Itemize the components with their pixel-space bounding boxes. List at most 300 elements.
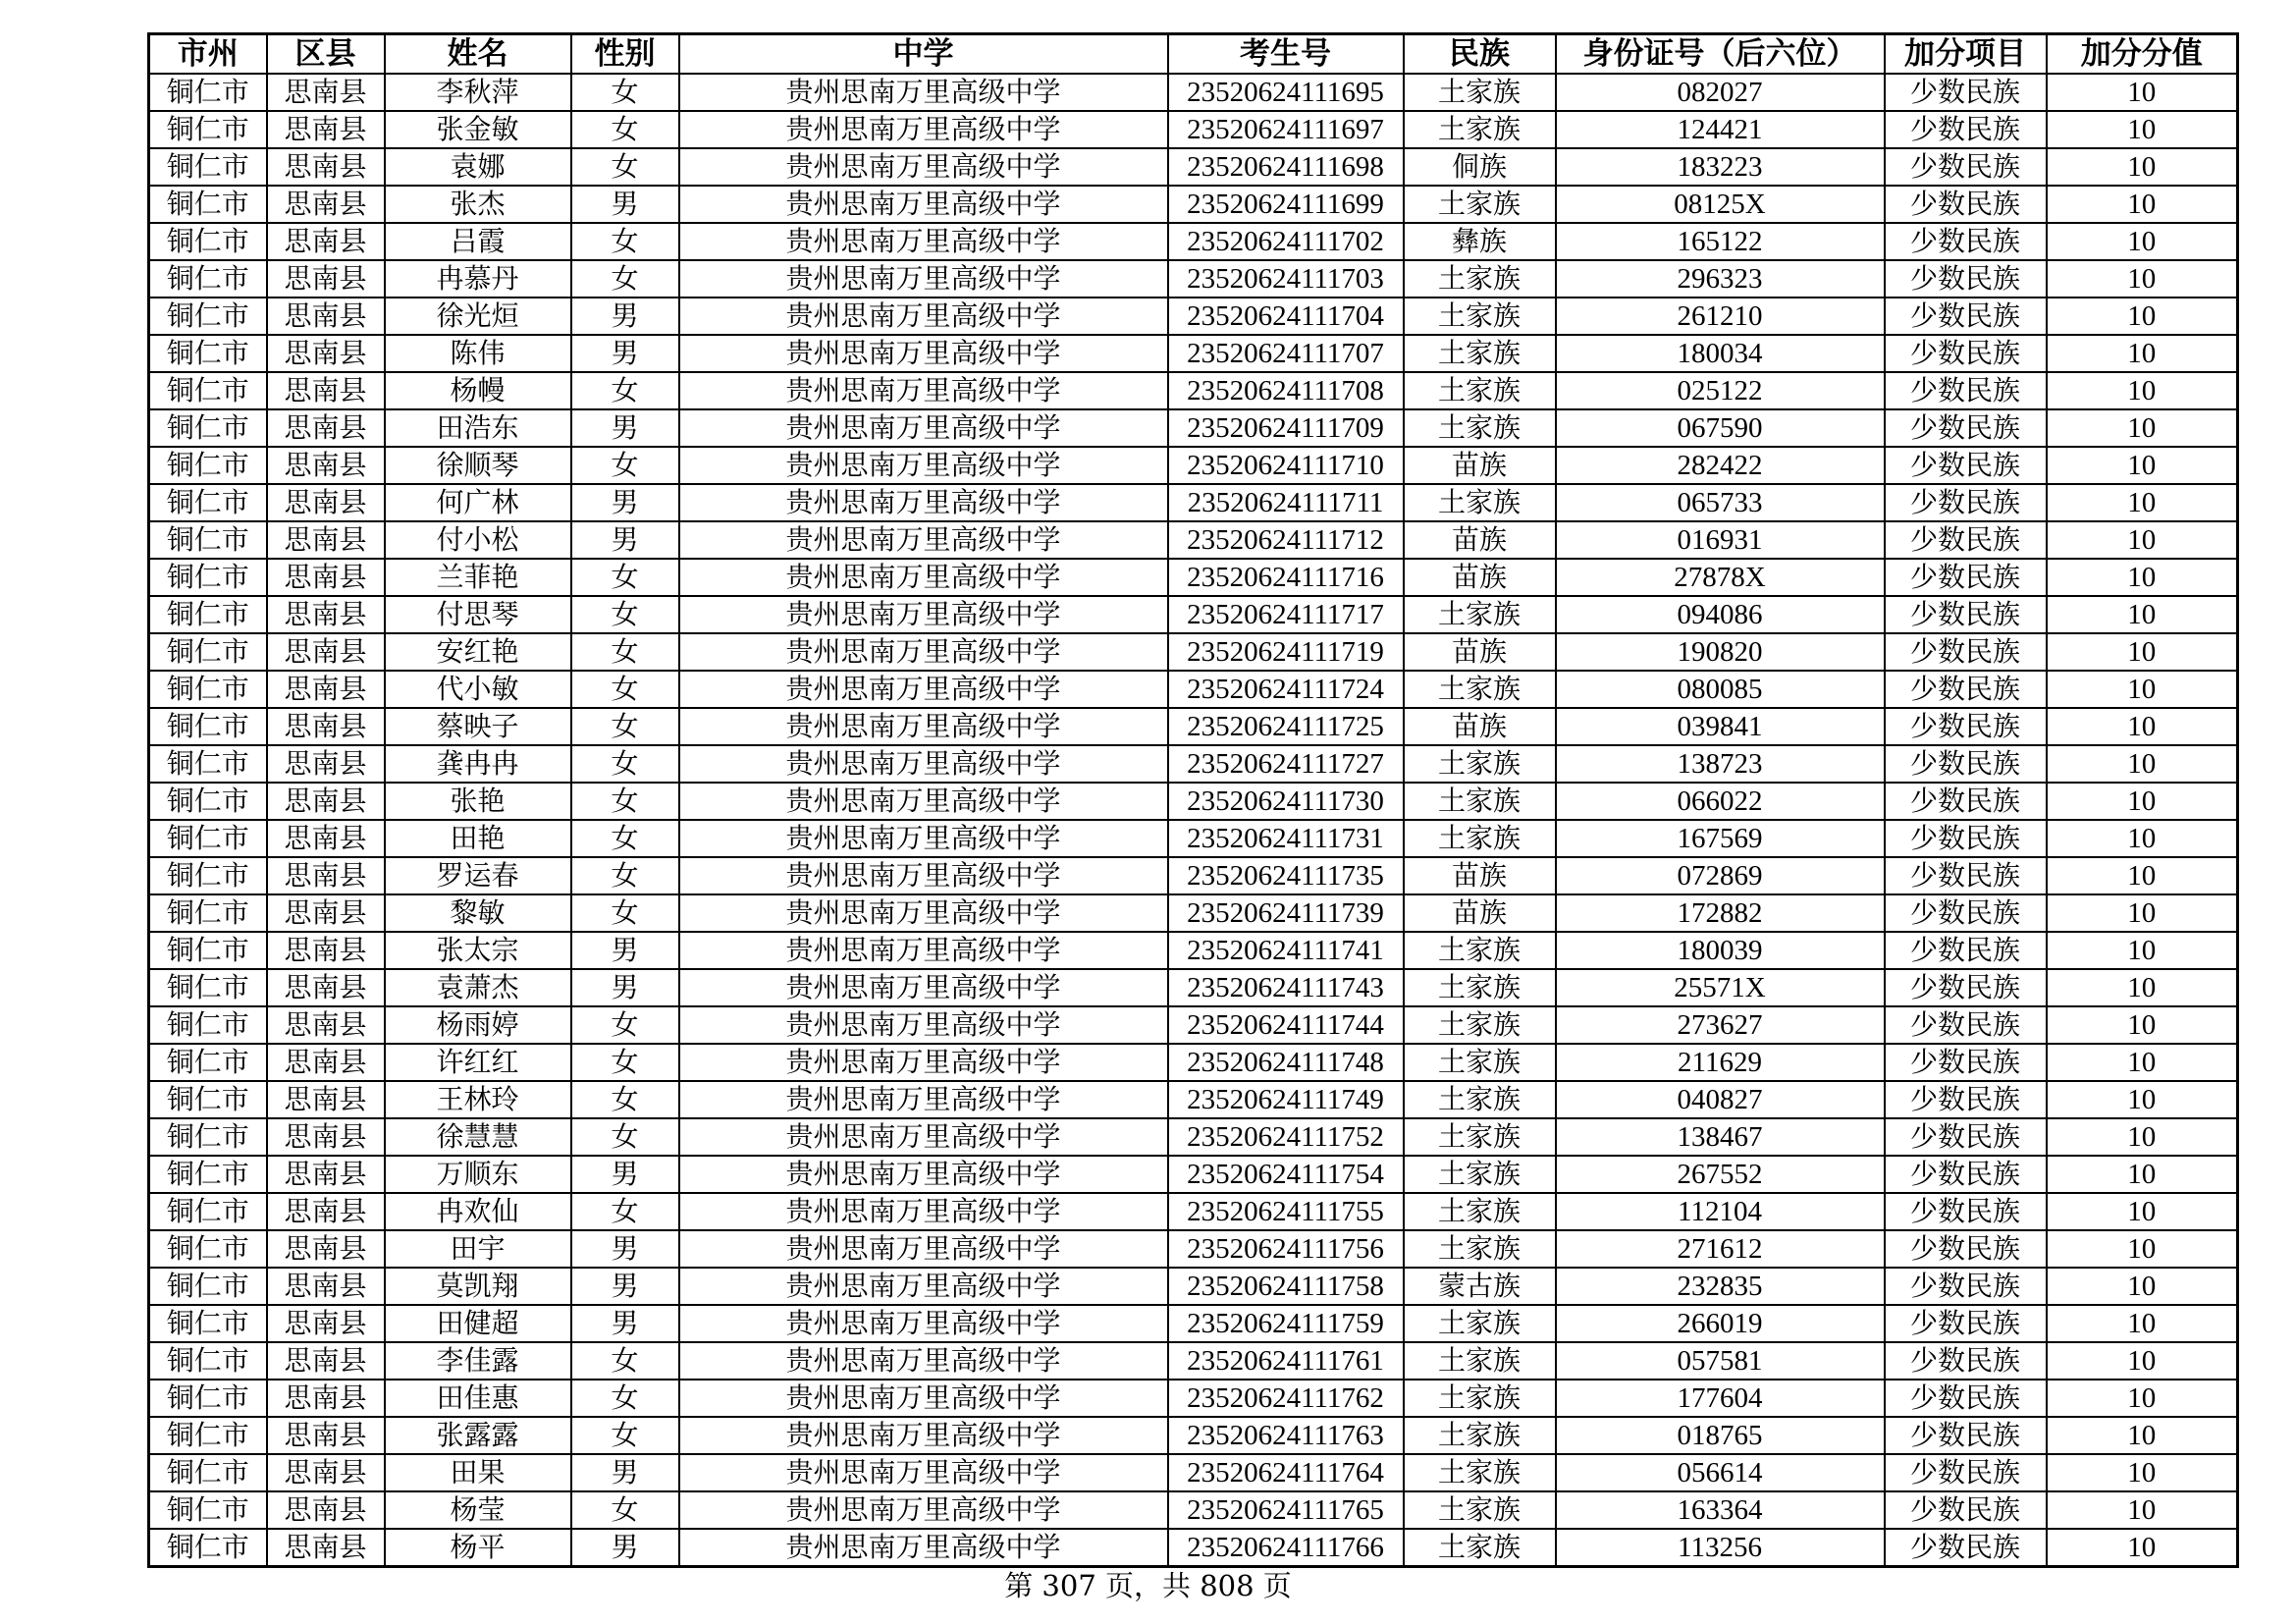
cell-bonus-item: 少数民族 (1885, 1006, 2047, 1044)
cell-ethnicity: 土家族 (1404, 1529, 1556, 1567)
cell-bonus-value: 10 (2047, 335, 2238, 372)
cell-name: 付小松 (385, 521, 571, 559)
cell-name: 田浩东 (385, 409, 571, 447)
cell-ethnicity: 苗族 (1404, 633, 1556, 671)
cell-bonus-value: 10 (2047, 372, 2238, 409)
cell-city: 铜仁市 (149, 783, 267, 820)
cell-county: 思南县 (267, 1006, 385, 1044)
table-row (149, 1044, 2238, 1081)
cell-bonus-value: 10 (2047, 298, 2238, 335)
table-row (149, 521, 2238, 559)
table-row (149, 409, 2238, 447)
cell-bonus-item: 少数民族 (1885, 335, 2047, 372)
cell-name: 张杰 (385, 186, 571, 223)
table-row (149, 484, 2238, 521)
cell-county: 思南县 (267, 1491, 385, 1529)
cell-gender: 女 (571, 1417, 679, 1454)
cell-county: 思南县 (267, 372, 385, 409)
cell-school: 贵州思南万里高级中学 (679, 260, 1168, 298)
table-row (149, 857, 2238, 894)
header-name: 姓名 (385, 34, 571, 75)
cell-school: 贵州思南万里高级中学 (679, 521, 1168, 559)
cell-ethnicity: 土家族 (1404, 1044, 1556, 1081)
cell-gender: 女 (571, 1342, 679, 1380)
cell-id-last-six: 039841 (1556, 708, 1885, 745)
cell-city: 铜仁市 (149, 335, 267, 372)
cell-city: 铜仁市 (149, 372, 267, 409)
cell-gender: 女 (571, 1193, 679, 1230)
cell-city: 铜仁市 (149, 298, 267, 335)
cell-id-last-six: 065733 (1556, 484, 1885, 521)
cell-city: 铜仁市 (149, 1342, 267, 1380)
cell-city: 铜仁市 (149, 186, 267, 223)
cell-school: 贵州思南万里高级中学 (679, 708, 1168, 745)
cell-ethnicity: 土家族 (1404, 484, 1556, 521)
cell-exam-id: 23520624111707 (1168, 335, 1404, 372)
cell-school: 贵州思南万里高级中学 (679, 409, 1168, 447)
cell-bonus-value: 10 (2047, 1193, 2238, 1230)
cell-bonus-item: 少数民族 (1885, 148, 2047, 186)
cell-county: 思南县 (267, 1305, 385, 1342)
cell-exam-id: 23520624111710 (1168, 447, 1404, 484)
cell-bonus-item: 少数民族 (1885, 1491, 2047, 1529)
cell-name: 万顺东 (385, 1156, 571, 1193)
cell-bonus-item: 少数民族 (1885, 260, 2047, 298)
cell-gender: 女 (571, 74, 679, 111)
cell-ethnicity: 土家族 (1404, 1417, 1556, 1454)
cell-county: 思南县 (267, 745, 385, 783)
table-row (149, 335, 2238, 372)
cell-bonus-value: 10 (2047, 1006, 2238, 1044)
cell-county: 思南县 (267, 1417, 385, 1454)
cell-gender: 女 (571, 559, 679, 596)
cell-exam-id: 23520624111748 (1168, 1044, 1404, 1081)
cell-county: 思南县 (267, 671, 385, 708)
header-city: 市州 (149, 34, 267, 75)
cell-exam-id: 23520624111727 (1168, 745, 1404, 783)
cell-name: 吕霞 (385, 223, 571, 260)
cell-gender: 男 (571, 409, 679, 447)
cell-id-last-six: 113256 (1556, 1529, 1885, 1567)
cell-name: 安红艳 (385, 633, 571, 671)
cell-bonus-value: 10 (2047, 857, 2238, 894)
cell-id-last-six: 267552 (1556, 1156, 1885, 1193)
cell-bonus-item: 少数民族 (1885, 596, 2047, 633)
cell-school: 贵州思南万里高级中学 (679, 1006, 1168, 1044)
cell-county: 思南县 (267, 1044, 385, 1081)
table-row (149, 1380, 2238, 1417)
cell-city: 铜仁市 (149, 969, 267, 1006)
cell-county: 思南县 (267, 932, 385, 969)
cell-ethnicity: 土家族 (1404, 372, 1556, 409)
header-ethnicity: 民族 (1404, 34, 1556, 75)
cell-city: 铜仁市 (149, 633, 267, 671)
cell-city: 铜仁市 (149, 223, 267, 260)
cell-name: 冉欢仙 (385, 1193, 571, 1230)
cell-county: 思南县 (267, 74, 385, 111)
cell-ethnicity: 土家族 (1404, 671, 1556, 708)
cell-ethnicity: 土家族 (1404, 745, 1556, 783)
cell-bonus-value: 10 (2047, 596, 2238, 633)
cell-id-last-six: 138723 (1556, 745, 1885, 783)
cell-bonus-value: 10 (2047, 186, 2238, 223)
cell-city: 铜仁市 (149, 1230, 267, 1268)
cell-name: 王林玲 (385, 1081, 571, 1118)
cell-bonus-value: 10 (2047, 260, 2238, 298)
cell-gender: 女 (571, 111, 679, 148)
cell-ethnicity: 蒙古族 (1404, 1268, 1556, 1305)
cell-bonus-item: 少数民族 (1885, 1156, 2047, 1193)
cell-exam-id: 23520624111762 (1168, 1380, 1404, 1417)
header-gender: 性别 (571, 34, 679, 75)
cell-bonus-item: 少数民族 (1885, 633, 2047, 671)
cell-school: 贵州思南万里高级中学 (679, 372, 1168, 409)
cell-gender: 女 (571, 857, 679, 894)
cell-school: 贵州思南万里高级中学 (679, 1081, 1168, 1118)
cell-exam-id: 23520624111758 (1168, 1268, 1404, 1305)
table-row (149, 1118, 2238, 1156)
cell-gender: 女 (571, 223, 679, 260)
cell-exam-id: 23520624111699 (1168, 186, 1404, 223)
cell-bonus-item: 少数民族 (1885, 894, 2047, 932)
cell-id-last-six: 180039 (1556, 932, 1885, 969)
cell-exam-id: 23520624111765 (1168, 1491, 1404, 1529)
cell-city: 铜仁市 (149, 671, 267, 708)
cell-gender: 男 (571, 932, 679, 969)
cell-bonus-item: 少数民族 (1885, 1380, 2047, 1417)
cell-city: 铜仁市 (149, 484, 267, 521)
cell-id-last-six: 167569 (1556, 820, 1885, 857)
cell-school: 贵州思南万里高级中学 (679, 1342, 1168, 1380)
cell-county: 思南县 (267, 1193, 385, 1230)
table-row (149, 111, 2238, 148)
cell-bonus-item: 少数民族 (1885, 1230, 2047, 1268)
cell-city: 铜仁市 (149, 148, 267, 186)
cell-id-last-six: 080085 (1556, 671, 1885, 708)
cell-bonus-value: 10 (2047, 745, 2238, 783)
cell-gender: 男 (571, 1454, 679, 1491)
cell-exam-id: 23520624111724 (1168, 671, 1404, 708)
cell-name: 杨幔 (385, 372, 571, 409)
cell-exam-id: 23520624111731 (1168, 820, 1404, 857)
cell-county: 思南县 (267, 298, 385, 335)
page-footer: 第 307 页，共 808 页 (1004, 1569, 1292, 1602)
cell-ethnicity: 土家族 (1404, 335, 1556, 372)
cell-name: 李佳露 (385, 1342, 571, 1380)
cell-name: 冉慕丹 (385, 260, 571, 298)
cell-id-last-six: 177604 (1556, 1380, 1885, 1417)
table-row (149, 1268, 2238, 1305)
cell-school: 贵州思南万里高级中学 (679, 932, 1168, 969)
cell-bonus-value: 10 (2047, 1491, 2238, 1529)
cell-county: 思南县 (267, 596, 385, 633)
cell-bonus-item: 少数民族 (1885, 1193, 2047, 1230)
cell-name: 袁萧杰 (385, 969, 571, 1006)
cell-bonus-value: 10 (2047, 1342, 2238, 1380)
cell-id-last-six: 067590 (1556, 409, 1885, 447)
cell-name: 徐顺琴 (385, 447, 571, 484)
cell-name: 田健超 (385, 1305, 571, 1342)
cell-name: 袁娜 (385, 148, 571, 186)
cell-ethnicity: 土家族 (1404, 1342, 1556, 1380)
table-row (149, 820, 2238, 857)
cell-gender: 男 (571, 1529, 679, 1567)
table-header-row (149, 34, 2238, 75)
cell-school: 贵州思南万里高级中学 (679, 111, 1168, 148)
cell-name: 杨雨婷 (385, 1006, 571, 1044)
cell-bonus-value: 10 (2047, 1529, 2238, 1567)
cell-school: 贵州思南万里高级中学 (679, 447, 1168, 484)
table-row (149, 1305, 2238, 1342)
bonus-points-table (147, 32, 2239, 1568)
cell-exam-id: 23520624111766 (1168, 1529, 1404, 1567)
cell-county: 思南县 (267, 633, 385, 671)
cell-city: 铜仁市 (149, 596, 267, 633)
cell-bonus-item: 少数民族 (1885, 671, 2047, 708)
cell-gender: 女 (571, 148, 679, 186)
cell-name: 张艳 (385, 783, 571, 820)
cell-city: 铜仁市 (149, 111, 267, 148)
cell-exam-id: 23520624111698 (1168, 148, 1404, 186)
cell-county: 思南县 (267, 969, 385, 1006)
cell-gender: 男 (571, 521, 679, 559)
cell-ethnicity: 土家族 (1404, 1454, 1556, 1491)
cell-ethnicity: 土家族 (1404, 1156, 1556, 1193)
cell-name: 张金敏 (385, 111, 571, 148)
cell-county: 思南县 (267, 1380, 385, 1417)
cell-county: 思南县 (267, 186, 385, 223)
cell-school: 贵州思南万里高级中学 (679, 671, 1168, 708)
cell-city: 铜仁市 (149, 409, 267, 447)
cell-id-last-six: 018765 (1556, 1417, 1885, 1454)
cell-bonus-value: 10 (2047, 820, 2238, 857)
cell-school: 贵州思南万里高级中学 (679, 223, 1168, 260)
cell-ethnicity: 土家族 (1404, 409, 1556, 447)
table-body (149, 74, 2238, 1567)
cell-gender: 女 (571, 708, 679, 745)
cell-bonus-item: 少数民族 (1885, 74, 2047, 111)
cell-ethnicity: 苗族 (1404, 708, 1556, 745)
cell-bonus-item: 少数民族 (1885, 447, 2047, 484)
cell-city: 铜仁市 (149, 447, 267, 484)
cell-id-last-six: 165122 (1556, 223, 1885, 260)
table-row (149, 1491, 2238, 1529)
cell-exam-id: 23520624111695 (1168, 74, 1404, 111)
cell-school: 贵州思南万里高级中学 (679, 633, 1168, 671)
cell-ethnicity: 土家族 (1404, 1230, 1556, 1268)
cell-city: 铜仁市 (149, 1118, 267, 1156)
cell-name: 李秋萍 (385, 74, 571, 111)
cell-school: 贵州思南万里高级中学 (679, 894, 1168, 932)
cell-gender: 女 (571, 1380, 679, 1417)
cell-bonus-item: 少数民族 (1885, 372, 2047, 409)
table-row (149, 1529, 2238, 1567)
cell-bonus-value: 10 (2047, 74, 2238, 111)
cell-county: 思南县 (267, 1268, 385, 1305)
table-row (149, 633, 2238, 671)
cell-id-last-six: 056614 (1556, 1454, 1885, 1491)
cell-ethnicity: 土家族 (1404, 74, 1556, 111)
cell-exam-id: 23520624111759 (1168, 1305, 1404, 1342)
cell-exam-id: 23520624111716 (1168, 559, 1404, 596)
table-row (149, 1342, 2238, 1380)
table-row (149, 1156, 2238, 1193)
cell-id-last-six: 190820 (1556, 633, 1885, 671)
cell-ethnicity: 苗族 (1404, 559, 1556, 596)
cell-ethnicity: 苗族 (1404, 447, 1556, 484)
table-row (149, 447, 2238, 484)
cell-name: 田宇 (385, 1230, 571, 1268)
cell-bonus-item: 少数民族 (1885, 783, 2047, 820)
cell-id-last-six: 057581 (1556, 1342, 1885, 1380)
cell-id-last-six: 040827 (1556, 1081, 1885, 1118)
cell-id-last-six: 271612 (1556, 1230, 1885, 1268)
cell-city: 铜仁市 (149, 260, 267, 298)
cell-exam-id: 23520624111763 (1168, 1417, 1404, 1454)
cell-gender: 男 (571, 1156, 679, 1193)
cell-exam-id: 23520624111744 (1168, 1006, 1404, 1044)
cell-name: 付思琴 (385, 596, 571, 633)
cell-gender: 女 (571, 260, 679, 298)
cell-exam-id: 23520624111749 (1168, 1081, 1404, 1118)
cell-school: 贵州思南万里高级中学 (679, 74, 1168, 111)
cell-bonus-item: 少数民族 (1885, 1417, 2047, 1454)
cell-bonus-item: 少数民族 (1885, 857, 2047, 894)
cell-id-last-six: 27878X (1556, 559, 1885, 596)
cell-county: 思南县 (267, 111, 385, 148)
cell-city: 铜仁市 (149, 932, 267, 969)
cell-ethnicity: 土家族 (1404, 783, 1556, 820)
table-row (149, 1417, 2238, 1454)
cell-ethnicity: 土家族 (1404, 1380, 1556, 1417)
cell-county: 思南县 (267, 1454, 385, 1491)
cell-bonus-item: 少数民族 (1885, 708, 2047, 745)
cell-gender: 男 (571, 1268, 679, 1305)
table-row (149, 745, 2238, 783)
cell-gender: 男 (571, 186, 679, 223)
cell-exam-id: 23520624111752 (1168, 1118, 1404, 1156)
cell-ethnicity: 侗族 (1404, 148, 1556, 186)
cell-school: 贵州思南万里高级中学 (679, 1230, 1168, 1268)
cell-school: 贵州思南万里高级中学 (679, 857, 1168, 894)
cell-bonus-value: 10 (2047, 1044, 2238, 1081)
cell-exam-id: 23520624111754 (1168, 1156, 1404, 1193)
cell-exam-id: 23520624111755 (1168, 1193, 1404, 1230)
cell-name: 田佳惠 (385, 1380, 571, 1417)
cell-ethnicity: 土家族 (1404, 1305, 1556, 1342)
cell-county: 思南县 (267, 894, 385, 932)
cell-bonus-item: 少数民族 (1885, 186, 2047, 223)
cell-id-last-six: 232835 (1556, 1268, 1885, 1305)
cell-id-last-six: 082027 (1556, 74, 1885, 111)
cell-county: 思南县 (267, 1529, 385, 1567)
cell-id-last-six: 138467 (1556, 1118, 1885, 1156)
cell-gender: 女 (571, 1006, 679, 1044)
cell-bonus-item: 少数民族 (1885, 1081, 2047, 1118)
cell-school: 贵州思南万里高级中学 (679, 1305, 1168, 1342)
cell-id-last-six: 261210 (1556, 298, 1885, 335)
header-bonus-value: 加分分值 (2047, 34, 2238, 75)
cell-name: 杨莹 (385, 1491, 571, 1529)
table-row (149, 932, 2238, 969)
cell-school: 贵州思南万里高级中学 (679, 1193, 1168, 1230)
cell-exam-id: 23520624111756 (1168, 1230, 1404, 1268)
cell-school: 贵州思南万里高级中学 (679, 298, 1168, 335)
cell-school: 贵州思南万里高级中学 (679, 1529, 1168, 1567)
cell-exam-id: 23520624111703 (1168, 260, 1404, 298)
cell-bonus-item: 少数民族 (1885, 969, 2047, 1006)
cell-bonus-value: 10 (2047, 633, 2238, 671)
cell-city: 铜仁市 (149, 1081, 267, 1118)
cell-name: 陈伟 (385, 335, 571, 372)
header-bonus-item: 加分项目 (1885, 34, 2047, 75)
cell-id-last-six: 08125X (1556, 186, 1885, 223)
cell-bonus-value: 10 (2047, 969, 2238, 1006)
cell-county: 思南县 (267, 783, 385, 820)
cell-name: 许红红 (385, 1044, 571, 1081)
cell-city: 铜仁市 (149, 894, 267, 932)
cell-city: 铜仁市 (149, 1193, 267, 1230)
cell-ethnicity: 土家族 (1404, 1491, 1556, 1529)
cell-school: 贵州思南万里高级中学 (679, 1454, 1168, 1491)
cell-id-last-six: 296323 (1556, 260, 1885, 298)
cell-bonus-value: 10 (2047, 223, 2238, 260)
cell-exam-id: 23520624111711 (1168, 484, 1404, 521)
cell-bonus-value: 10 (2047, 1380, 2238, 1417)
cell-bonus-item: 少数民族 (1885, 484, 2047, 521)
cell-bonus-item: 少数民族 (1885, 820, 2047, 857)
cell-school: 贵州思南万里高级中学 (679, 148, 1168, 186)
cell-id-last-six: 066022 (1556, 783, 1885, 820)
cell-id-last-six: 025122 (1556, 372, 1885, 409)
cell-county: 思南县 (267, 521, 385, 559)
cell-county: 思南县 (267, 857, 385, 894)
cell-ethnicity: 苗族 (1404, 521, 1556, 559)
cell-gender: 女 (571, 894, 679, 932)
cell-ethnicity: 土家族 (1404, 1193, 1556, 1230)
table-row (149, 596, 2238, 633)
header-school: 中学 (679, 34, 1168, 75)
table-row (149, 372, 2238, 409)
cell-city: 铜仁市 (149, 1491, 267, 1529)
cell-school: 贵州思南万里高级中学 (679, 1044, 1168, 1081)
table-row (149, 298, 2238, 335)
cell-gender: 女 (571, 633, 679, 671)
cell-ethnicity: 土家族 (1404, 1006, 1556, 1044)
table-row (149, 1006, 2238, 1044)
cell-city: 铜仁市 (149, 1380, 267, 1417)
cell-bonus-item: 少数民族 (1885, 1268, 2047, 1305)
cell-gender: 男 (571, 969, 679, 1006)
cell-id-last-six: 180034 (1556, 335, 1885, 372)
cell-ethnicity: 土家族 (1404, 1081, 1556, 1118)
cell-name: 兰菲艳 (385, 559, 571, 596)
cell-exam-id: 23520624111697 (1168, 111, 1404, 148)
table-row (149, 969, 2238, 1006)
cell-city: 铜仁市 (149, 1268, 267, 1305)
cell-city: 铜仁市 (149, 1417, 267, 1454)
cell-name: 蔡映子 (385, 708, 571, 745)
cell-ethnicity: 土家族 (1404, 186, 1556, 223)
cell-bonus-value: 10 (2047, 559, 2238, 596)
cell-bonus-value: 10 (2047, 484, 2238, 521)
cell-bonus-item: 少数民族 (1885, 559, 2047, 596)
cell-city: 铜仁市 (149, 559, 267, 596)
cell-gender: 女 (571, 1118, 679, 1156)
cell-exam-id: 23520624111739 (1168, 894, 1404, 932)
cell-id-last-six: 094086 (1556, 596, 1885, 633)
cell-school: 贵州思南万里高级中学 (679, 1118, 1168, 1156)
